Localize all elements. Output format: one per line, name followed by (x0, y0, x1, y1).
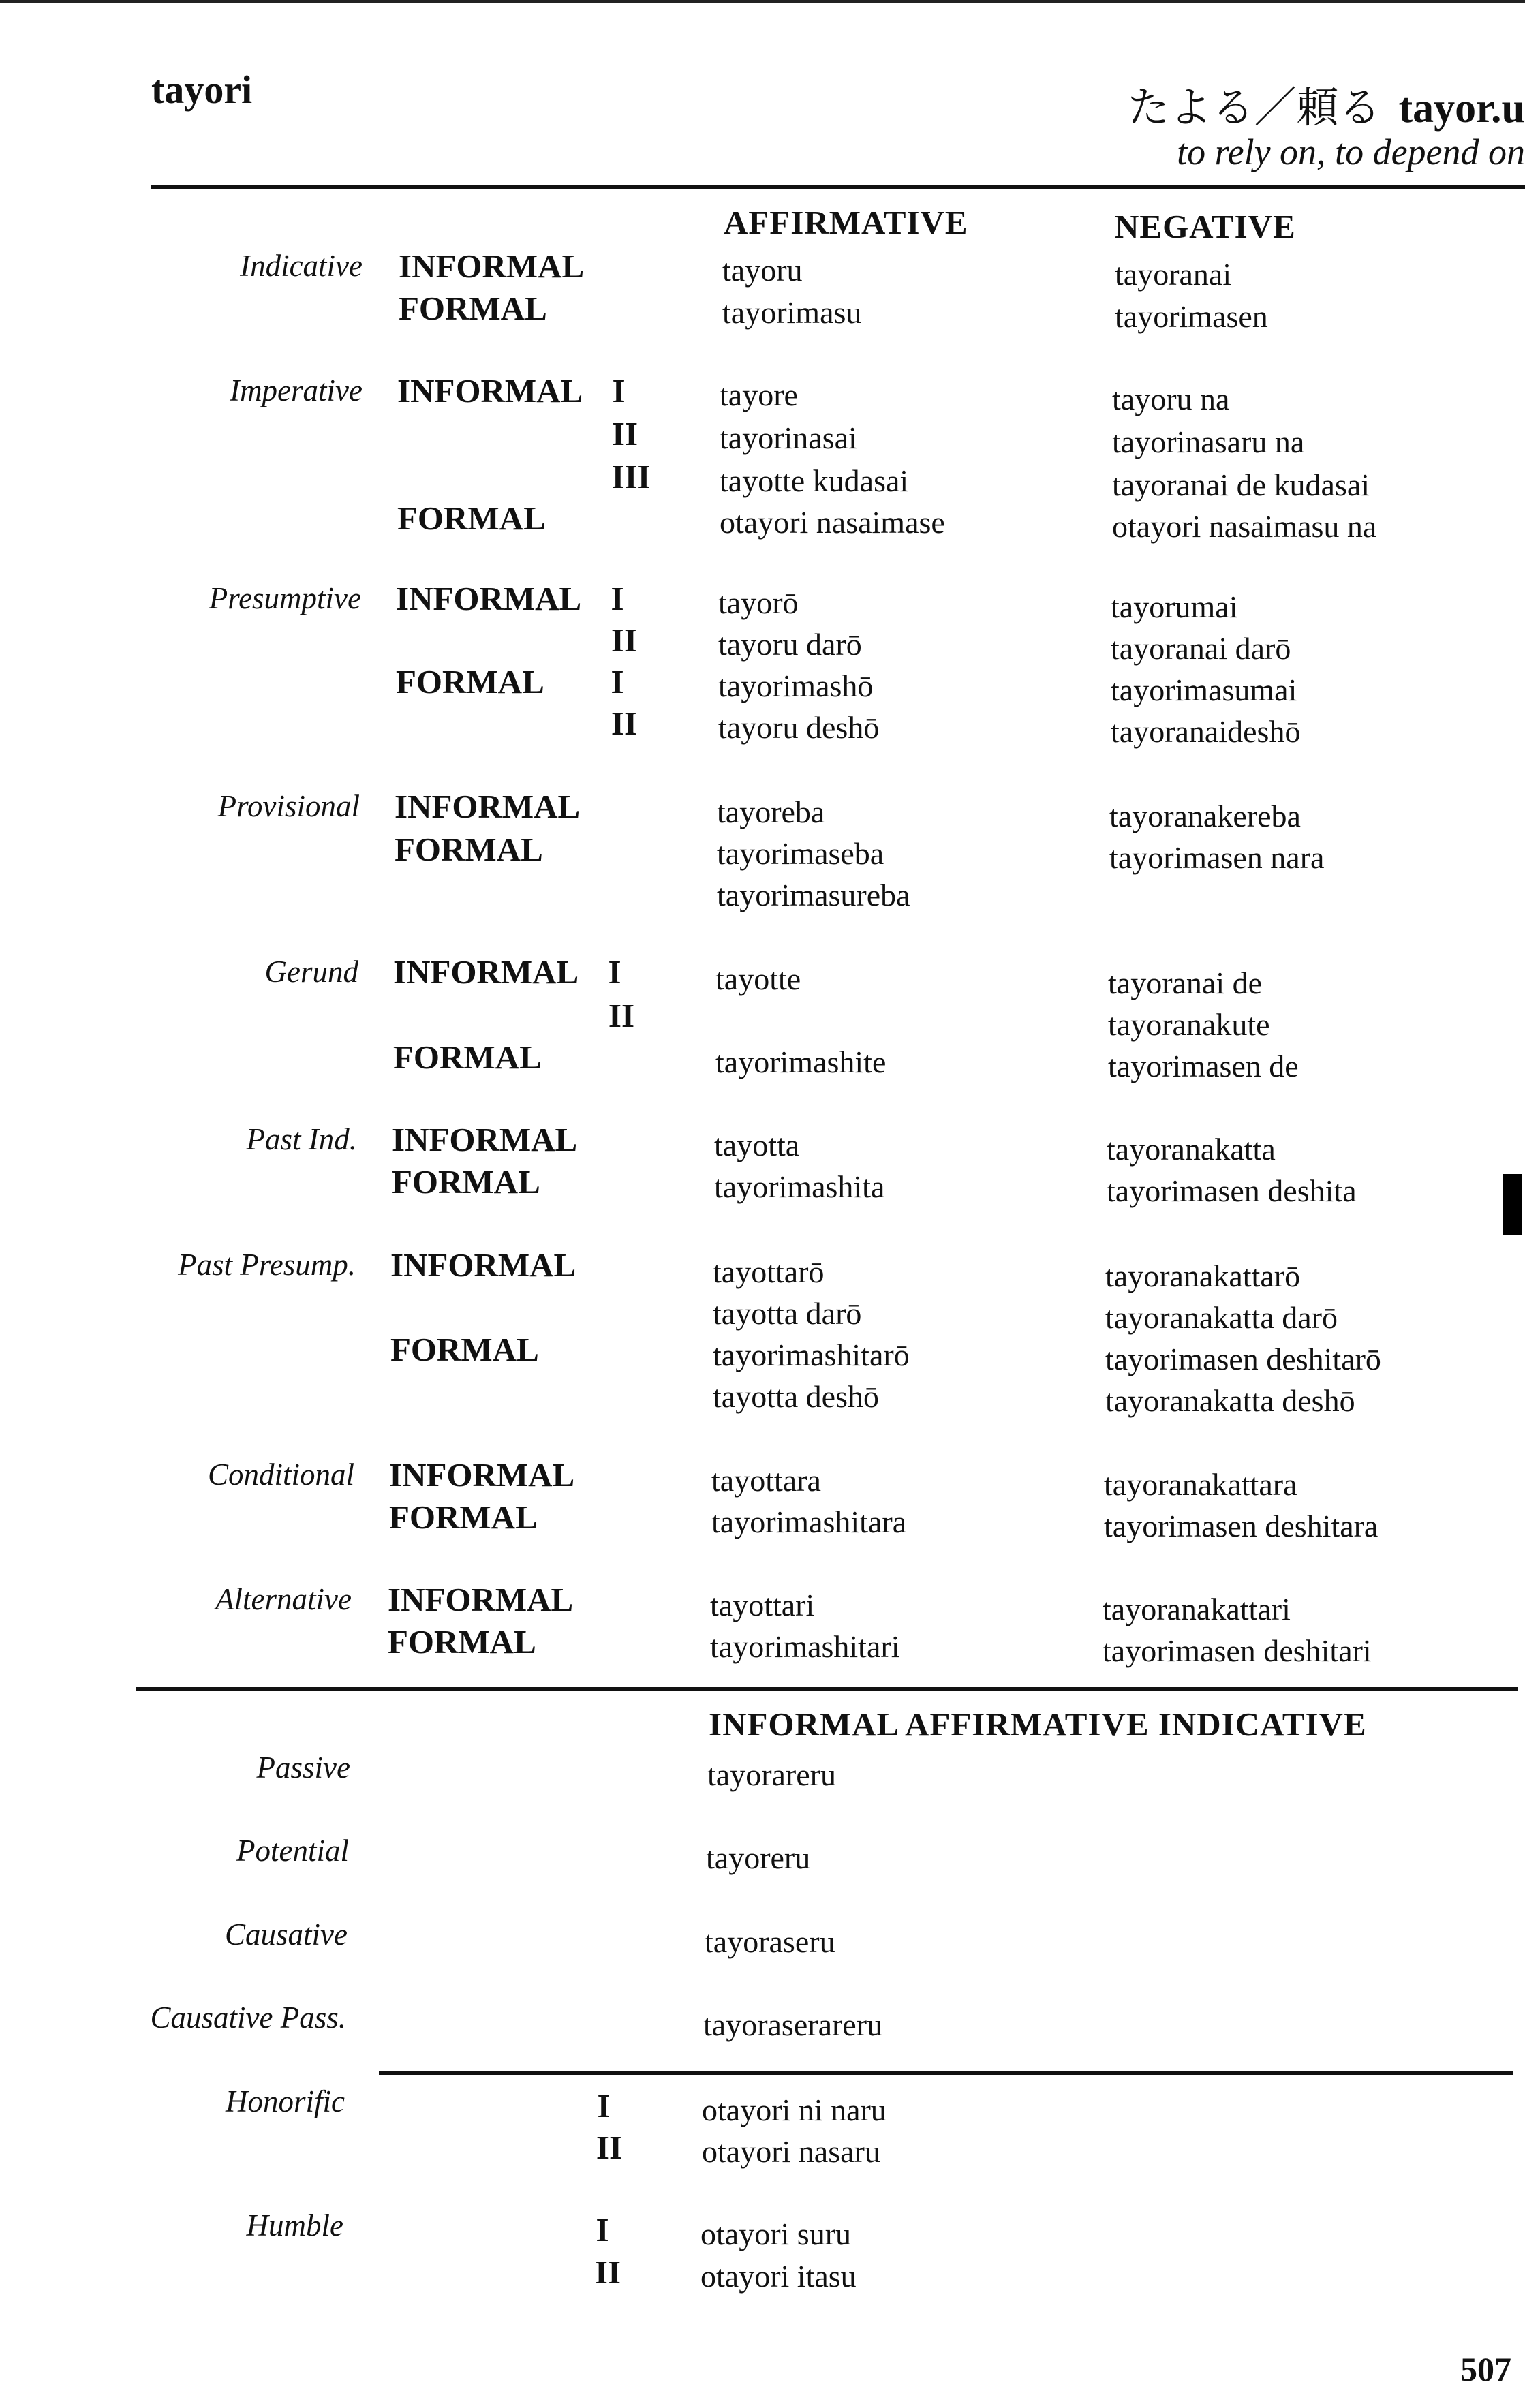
affirmative-heading: AFFIRMATIVE (724, 204, 968, 241)
variant-numeral: II (611, 415, 638, 452)
form-negative: tayorimasen deshita (1107, 1173, 1357, 1208)
form-potential: tayoreru (706, 1840, 811, 1875)
form-affirmative: tayottara (711, 1463, 821, 1498)
form-negative: tayorimasen nara (1109, 840, 1325, 875)
variant-numeral: II (608, 997, 635, 1034)
level-informal: INFORMAL (397, 372, 583, 410)
mood-label-humble: Humble (246, 2208, 343, 2242)
form-negative: tayoranai (1115, 257, 1232, 292)
variant-numeral: I (612, 372, 626, 410)
level-formal: FORMAL (388, 1623, 536, 1661)
level-informal: INFORMAL (392, 1121, 578, 1158)
level-formal: FORMAL (393, 1038, 542, 1076)
level-informal: INFORMAL (396, 580, 582, 617)
form-negative: tayorinasaru na (1112, 425, 1305, 459)
honorific-divider-rule (379, 2071, 1513, 2075)
variant-numeral: II (596, 2129, 623, 2166)
form-negative: tayorimasumai (1111, 673, 1297, 707)
form-negative: tayoranakatta darō (1105, 1300, 1338, 1335)
form-honorific: otayori ni naru (702, 2093, 887, 2127)
mood-label-honorific: Honorific (226, 2084, 345, 2118)
mood-label-alternative: Alternative (215, 1582, 352, 1616)
form-affirmative: tayorimasureba (717, 878, 910, 912)
romaji-verb: tayor.u (1398, 85, 1525, 132)
level-formal: FORMAL (396, 663, 544, 700)
form-negative: tayorimasen deshitari (1103, 1633, 1372, 1668)
mood-label-past-presumptive: Past Presump. (178, 1248, 356, 1282)
form-negative: tayoranakattarō (1105, 1259, 1301, 1293)
variant-numeral: I (611, 663, 624, 700)
mood-label-provisional: Provisional (217, 789, 360, 823)
form-affirmative: tayoreba (717, 794, 825, 829)
form-affirmative: tayoru darō (718, 627, 862, 662)
level-informal: INFORMAL (390, 1246, 576, 1284)
top-border-rule (0, 0, 1525, 3)
form-humble: otayori itasu (700, 2259, 857, 2294)
form-negative: tayoranakereba (1109, 799, 1301, 833)
form-negative: tayoru na (1112, 382, 1230, 416)
form-affirmative: tayorimasu (722, 295, 862, 330)
thumb-index-tab (1503, 1174, 1522, 1235)
form-negative: otayori nasaimasu na (1112, 509, 1377, 544)
form-negative: tayoranakattari (1103, 1592, 1291, 1626)
form-affirmative: otayori nasaimase (720, 505, 945, 540)
level-informal: INFORMAL (399, 247, 585, 285)
mood-label-imperative: Imperative (230, 373, 363, 407)
level-informal: INFORMAL (393, 953, 579, 991)
level-formal: FORMAL (395, 831, 543, 868)
form-negative: tayoranaideshō (1111, 714, 1301, 749)
form-affirmative: tayorimashitarō (713, 1338, 910, 1372)
mood-label-causative-passive: Causative Pass. (150, 2001, 346, 2035)
form-negative: tayoranai de (1108, 966, 1263, 1000)
header-rule (151, 185, 1525, 189)
level-formal: FORMAL (399, 290, 547, 327)
form-causative: tayoraseru (705, 1924, 835, 1959)
section-divider-rule (136, 1687, 1518, 1691)
page-number: 507 (1460, 2350, 1511, 2388)
form-negative: tayoranai darō (1111, 631, 1291, 666)
form-negative: tayoranakatta (1107, 1132, 1276, 1167)
level-informal: INFORMAL (395, 788, 581, 825)
form-negative: tayoranakattara (1104, 1467, 1297, 1502)
form-negative: tayoranakatta deshō (1105, 1383, 1355, 1418)
mood-label-causative: Causative (225, 1917, 348, 1951)
variant-numeral: III (611, 458, 651, 495)
form-negative: tayorimasen (1115, 299, 1268, 334)
romaji-stem: tayori (151, 67, 253, 112)
level-formal: FORMAL (392, 1163, 540, 1201)
form-negative: tayorimasen de (1108, 1049, 1299, 1083)
verb-meaning: to rely on, to depend on (1177, 132, 1525, 172)
variant-numeral: I (597, 2087, 611, 2125)
form-affirmative: tayorimashō (718, 668, 874, 703)
form-affirmative: tayorimashitari (710, 1629, 900, 1664)
form-affirmative: tayoru (722, 253, 803, 288)
form-affirmative: tayotta darō (713, 1296, 862, 1331)
mood-label-presumptive: Presumptive (209, 581, 361, 615)
form-affirmative: tayoru deshō (718, 710, 880, 745)
level-informal: INFORMAL (388, 1581, 574, 1618)
form-affirmative: tayorimashita (714, 1169, 885, 1204)
level-formal: FORMAL (397, 499, 546, 537)
form-affirmative: tayotta deshō (713, 1379, 879, 1414)
mood-label-past-indicative: Past Ind. (246, 1122, 357, 1156)
form-affirmative: tayotte (715, 961, 801, 996)
form-affirmative: tayorimashite (715, 1045, 887, 1079)
form-affirmative: tayotta (714, 1128, 800, 1162)
level-informal: INFORMAL (389, 1456, 575, 1494)
form-negative: tayoranai de kudasai (1112, 467, 1370, 502)
variant-numeral: II (594, 2253, 621, 2291)
variant-numeral: I (608, 953, 621, 991)
negative-heading: NEGATIVE (1115, 208, 1296, 245)
verb-heading (1128, 74, 1525, 134)
form-affirmative: tayorimaseba (717, 836, 884, 871)
form-affirmative: tayore (720, 377, 798, 412)
japanese-verb: たよる／頼る (1127, 82, 1381, 132)
form-affirmative: tayottarō (713, 1254, 825, 1289)
form-affirmative: tayotte kudasai (720, 463, 909, 498)
variant-numeral: II (611, 705, 638, 742)
mood-label-passive: Passive (256, 1750, 350, 1785)
form-humble: otayori suru (700, 2217, 852, 2251)
form-negative: tayorumai (1111, 589, 1238, 624)
mood-label-gerund: Gerund (264, 955, 358, 989)
form-negative: tayoranakute (1108, 1007, 1270, 1042)
form-affirmative: tayorō (718, 585, 799, 620)
form-negative: tayorimasen deshitara (1104, 1509, 1378, 1543)
form-affirmative: tayorinasai (720, 420, 857, 455)
form-honorific: otayori nasaru (702, 2134, 880, 2169)
form-negative: tayorimasen deshitarō (1105, 1342, 1381, 1376)
mood-label-indicative: Indicative (240, 249, 363, 283)
variant-numeral: I (596, 2211, 609, 2249)
form-passive: tayorareru (707, 1757, 836, 1792)
mood-label-potential: Potential (236, 1834, 349, 1868)
form-causative-passive: tayoraserareru (703, 2007, 883, 2042)
mood-label-conditional: Conditional (207, 1457, 354, 1492)
variant-numeral: I (611, 580, 624, 617)
variant-numeral: II (611, 621, 638, 659)
form-affirmative: tayorimashitara (711, 1504, 907, 1539)
form-affirmative: tayottari (710, 1588, 815, 1622)
level-formal: FORMAL (389, 1498, 538, 1536)
informal-affirmative-indicative-heading: INFORMAL AFFIRMATIVE INDICATIVE (709, 1705, 1367, 1743)
level-formal: FORMAL (390, 1331, 539, 1368)
